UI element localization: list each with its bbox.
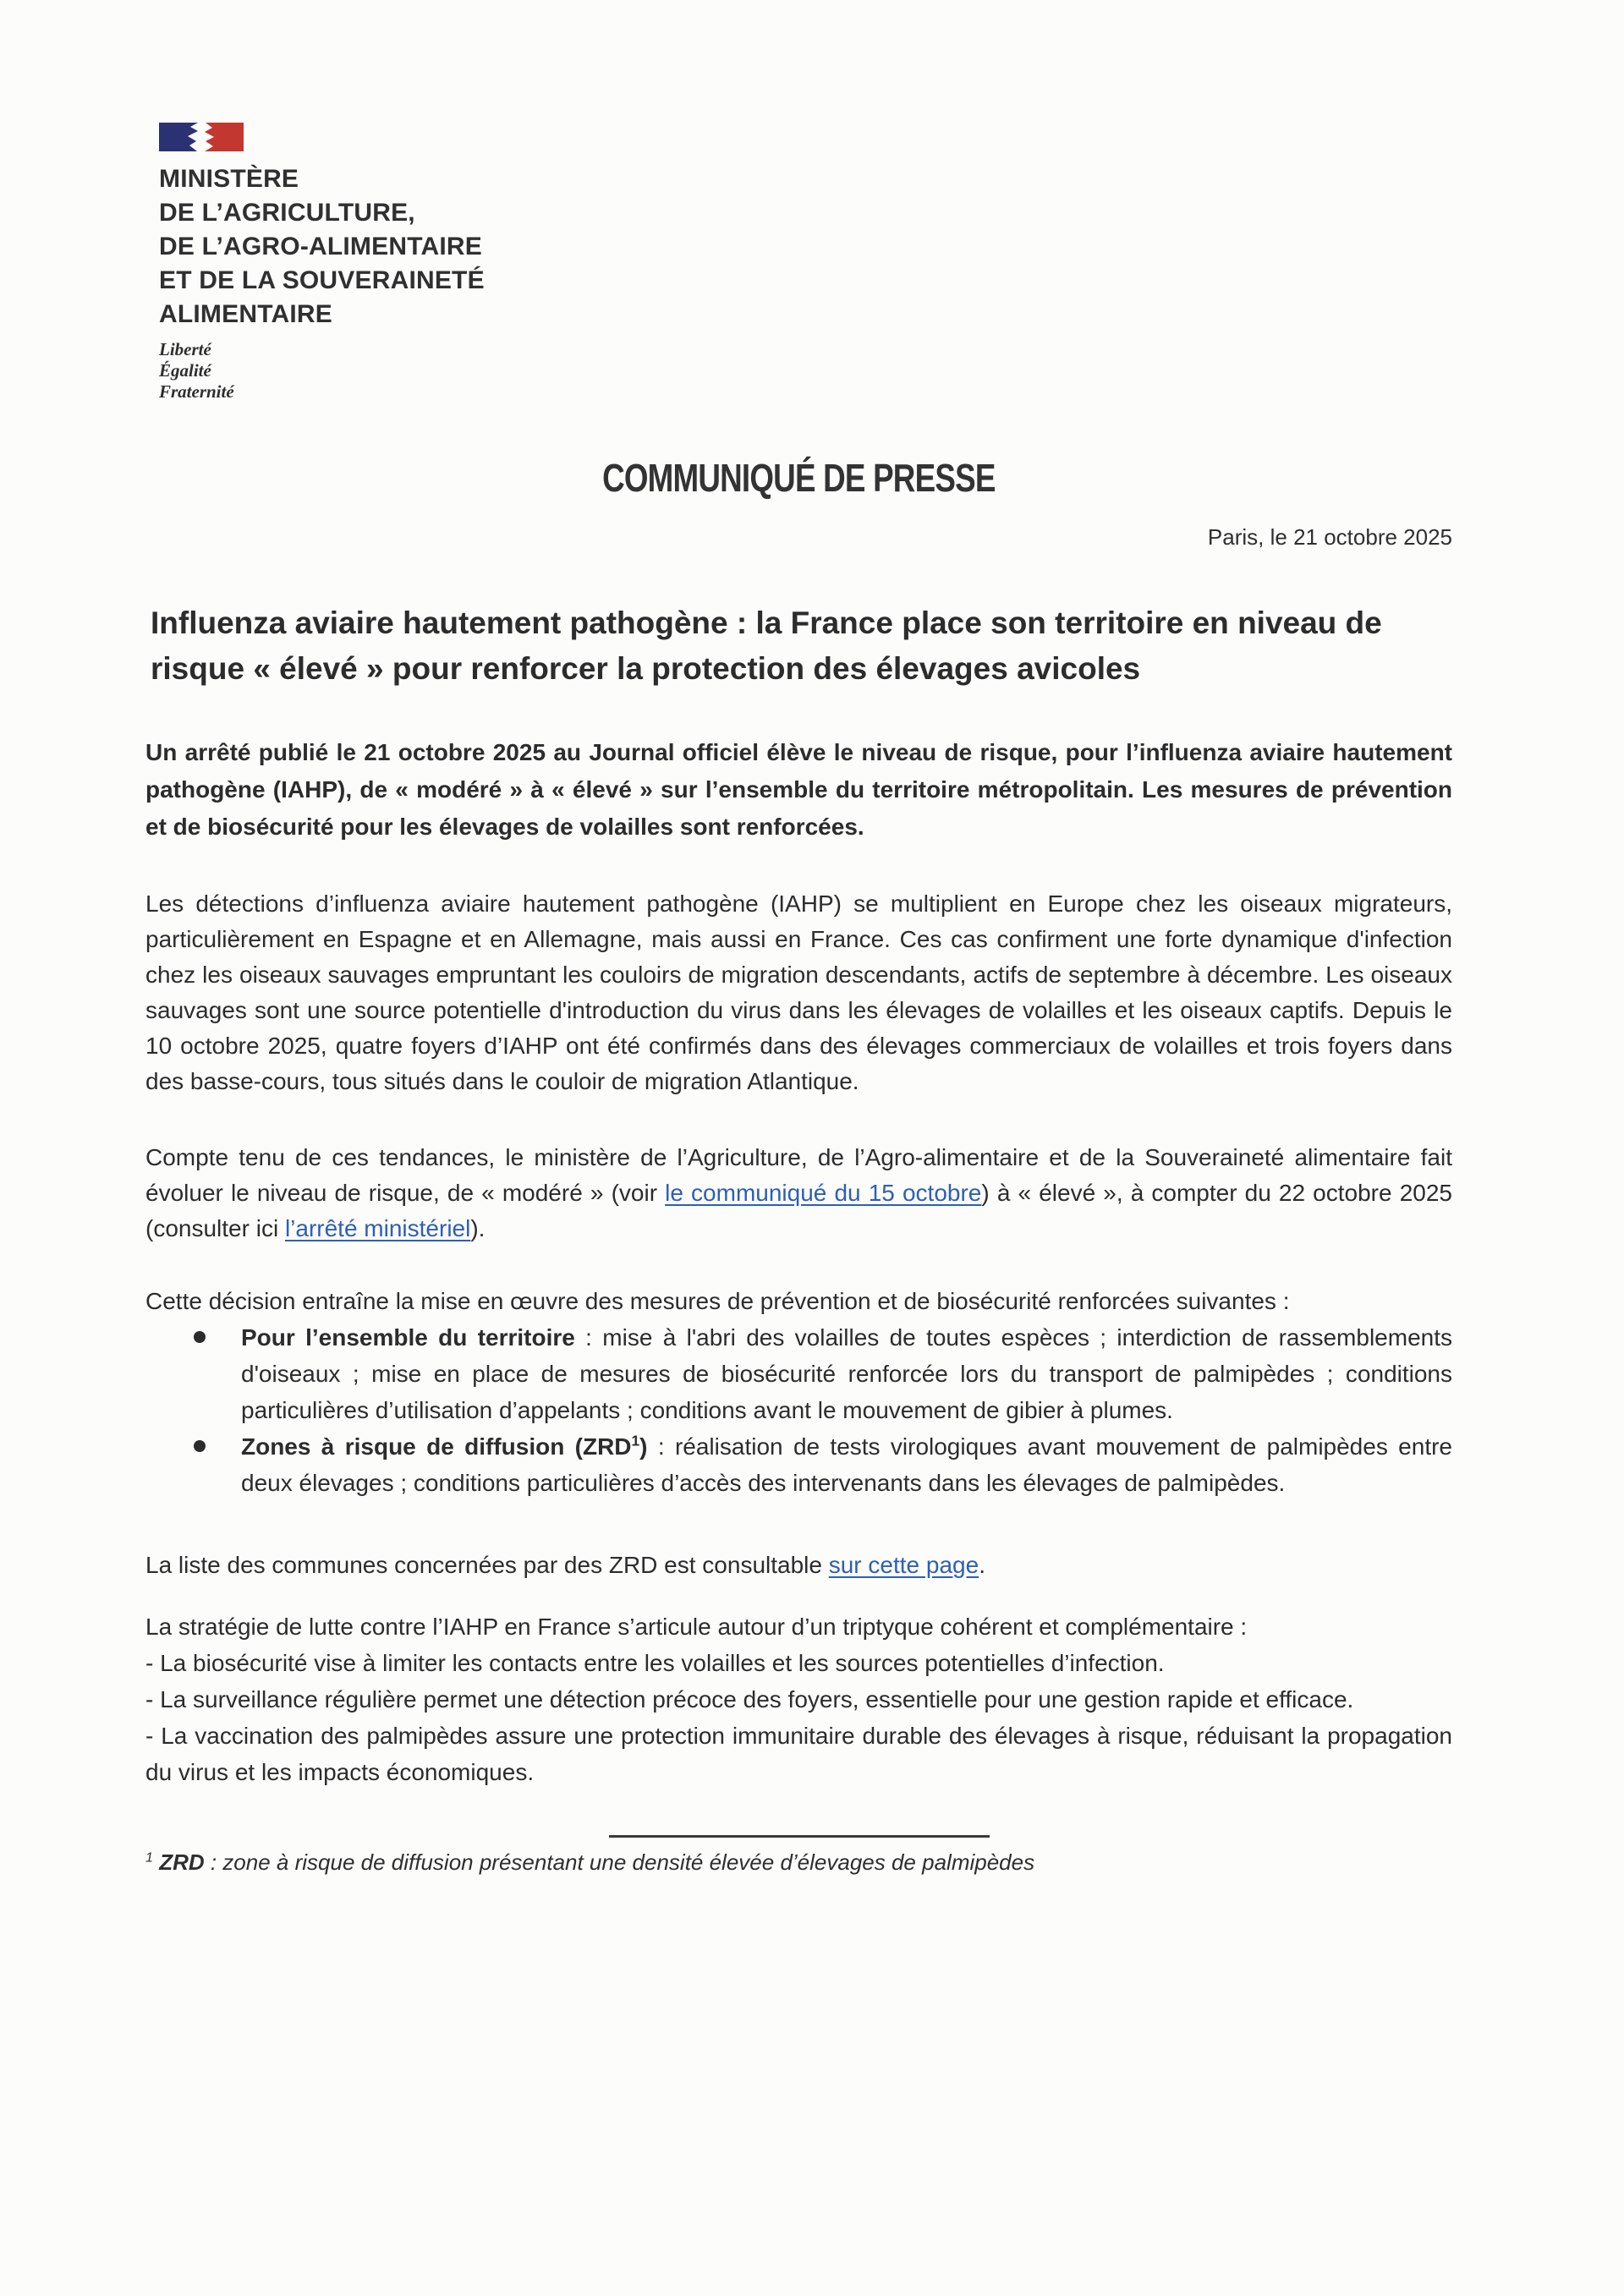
bullet-icon: [194, 1440, 206, 1452]
ministry-name-line: MINISTÈRE: [159, 165, 299, 193]
ministry-name-line: DE L’AGRICULTURE,: [159, 199, 415, 227]
flag-blue-block: [159, 123, 198, 151]
decision-text-mid: ) à « élevé », à compter du 22 octobre 2025 (consulter ici: [145, 1180, 1452, 1241]
body-paragraph-detections: Les détections d’influenza aviaire hautement pathogène (IAHP) se multiplient en Europe chez les oiseaux migrateurs, particulièrement en Espagne et en Allemagne, mais aussi en France. Ces cas confirment une forte dynamique d'infection chez les oiseaux sauvages empruntant les couloirs de migration descendants, actifs de septembre à décembre. Les oiseaux sauvages sont une source potentielle d'introduction du virus dans les élevages de volailles et les oiseaux captifs. Depuis le 10 octobre 2025, quatre foyers d’IAHP ont été confirmés dans des élevages commerciaux de volailles et trois foyers dans des basse-cours, tous situés dans le couloir de migration Atlantique.: [145, 890, 1452, 1094]
bullet-icon: [194, 1331, 206, 1343]
link-communique-15-octobre[interactable]: le communiqué du 15 octobre: [665, 1180, 982, 1206]
body-paragraph-mesures-intro: Cette décision entraîne la mise en œuvre des mesures de prévention et de biosécurité renforcées suivantes :: [145, 1288, 1290, 1314]
strategy-item-vaccination: - La vaccination des palmipèdes assure une protection immunitaire durable des élevages à risque, réduisant la propagation du virus et les impacts économiques.: [145, 1723, 1452, 1785]
strategy-intro: La stratégie de lutte contre l’IAHP en France s’articule autour d’un triptyque cohérent et complémentaire :: [145, 1614, 1248, 1640]
link-arrete-ministeriel[interactable]: l’arrêté ministériel: [284, 1215, 471, 1241]
zrd-text-pre: La liste des communes concernées par des ZRD est consultable: [145, 1552, 829, 1578]
footnote-separator: [609, 1835, 990, 1838]
decision-text-pre: Compte tenu de ces tendances, le ministère de l’Agriculture, de l’Agro-alimentaire et de la Souveraineté alimentaire fait évoluer le niveau de risque, de « modéré » (voir: [145, 1144, 1452, 1206]
document-type-text: COMMUNIQUÉ DE PRESSE: [602, 456, 996, 500]
strategy-item-surveillance: - La surveillance régulière permet une détection précoce des foyers, essentielle pour une gestion rapide et efficace.: [145, 1686, 1354, 1712]
footnote-reference: 1: [631, 1432, 640, 1449]
link-zrd-page[interactable]: sur cette page: [828, 1552, 979, 1578]
motto-line: Liberté: [159, 339, 211, 359]
ministry-name-line: ALIMENTAIRE: [159, 300, 332, 328]
footnote-text: : zone à risque de diffusion présentant une densité élevée d’élevages de palmipèdes: [204, 1849, 1035, 1875]
ministry-name-line: DE L’AGRO-ALIMENTAIRE: [159, 233, 482, 260]
list-item-zrd: [145, 1428, 1452, 1501]
bullet-lead-bold: Pour l’ensemble du territoire: [241, 1324, 575, 1351]
zrd-communes-line: [145, 1548, 1452, 1583]
motto-line: Fraternité: [159, 381, 234, 402]
decision-text-end: ).: [470, 1215, 486, 1241]
strategy-section: [145, 1608, 1452, 1790]
lede-paragraph: Un arrêté publié le 21 octobre 2025 au Journal officiel élève le niveau de risque, pour l’influenza aviaire hautement pathogène (IAHP), de « modéré » à « élevé » sur l’ensemble du territoire métropolitain. Les mesures de prévention et de biosécurité pour les élevages de volailles sont renforcées.: [145, 739, 1452, 840]
strategy-item-biosecurite: - La biosécurité vise à limiter les contacts entre les volailles et les sources potentielles d’infection.: [145, 1650, 1165, 1676]
list-item-territoire: [145, 1319, 1452, 1428]
bullet-lead-bold: Zones à risque de diffusion (ZRD: [241, 1433, 632, 1460]
bullet-lead-bold-close: ): [639, 1433, 648, 1460]
motto-line: Égalité: [159, 360, 211, 381]
document-type-title: [145, 455, 1452, 501]
ministry-name-line: ET DE LA SOUVERAINETÉ: [159, 266, 485, 294]
headline: Influenza aviaire hautement pathogène : la France place son territoire en niveau de risque « élevé » pour renforcer la protection des élevages avicoles: [151, 606, 1382, 686]
zrd-text-end: .: [979, 1552, 985, 1578]
body-paragraph-decision: [145, 1140, 1452, 1247]
bullet-text: : mise à l'abri des volailles de toutes espèces ; interdiction de rassemblements d'oiseaux ; mise en place de mesures de biosécurité renforcée lors du transport de palmipèdes ; conditions particulières d’utilisation d’appelants ; conditions avant le mouvement de gibier à plumes.: [241, 1324, 1452, 1423]
flag-red-block: [205, 123, 244, 151]
french-flag-marianne-icon: [159, 123, 244, 151]
republic-motto: [159, 339, 1452, 403]
footnote-term: ZRD: [159, 1849, 205, 1875]
footnote-number: 1: [145, 1849, 153, 1866]
measures-list: [145, 1319, 1452, 1501]
dateline: Paris, le 21 octobre 2025: [1207, 524, 1452, 550]
footnote: [145, 1847, 1452, 1877]
ministry-name: [159, 162, 1452, 332]
bullet-text: : réalisation de tests virologiques avant mouvement de palmipèdes entre deux élevages ; conditions particulières d’accès des intervenants dans les élevages de palmipèdes.: [241, 1433, 1452, 1496]
